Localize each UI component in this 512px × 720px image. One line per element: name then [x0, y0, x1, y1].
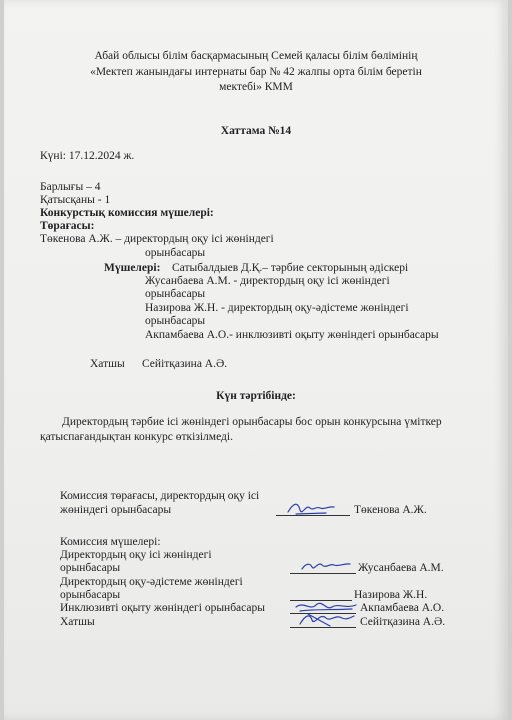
chair-signature-name: Төкенова А.Ж.: [354, 504, 427, 516]
sign-row-1-role-line-2: орынбасары: [60, 562, 121, 574]
chair-role-line-2: жөніндегі орынбасары: [60, 504, 172, 516]
chair-line-2: орынбасары: [145, 247, 206, 259]
chair-line-1: Төкенова А.Ж. – директордың оқу ісі жөніндегі: [40, 233, 274, 245]
member-4-line-1: Акпамбаева А.О.- инклюзивті оқыту жөніндегі орынбасары: [145, 329, 439, 341]
header-line-3: мектебі» КММ: [219, 81, 293, 93]
secretary-label: Хатшы: [90, 358, 125, 370]
commission-heading: Конкурстық комиссия мүшелері:: [40, 207, 214, 219]
member-3-line-2: орынбасары: [145, 315, 206, 327]
sign-row-1-role-line-1: Директордың оқу ісі жөніндегі: [60, 549, 212, 561]
members-signature-heading: Комиссия мүшелері:: [60, 536, 161, 548]
members-label: Мүшелері:: [104, 262, 161, 274]
header-line-2: «Мектеп жанындағы интернаты бар № 42 жалпы орта білім беретін: [90, 66, 422, 78]
member-1-line-1: Сатыбалдыев Д.Қ.– тәрбие секторының әдіскері: [172, 262, 409, 274]
chair-role-line-1: Комиссия төрағасы, директордың оқу ісі: [60, 490, 260, 502]
chair-signature-icon: [286, 498, 336, 518]
sign-row-3-role-line-1: Инклюзивті оқыту жөніндегі орынбасары: [60, 602, 265, 614]
present-count: Қатысқаны - 1: [40, 194, 111, 206]
sign-row-2-role-line-2: орынбасары: [60, 589, 121, 601]
secretary-name: Сейітқазина А.Ә.: [142, 358, 228, 370]
total-count: Барлығы – 4: [40, 181, 101, 193]
meeting-date: Күні: 17.12.2024 ж.: [40, 150, 135, 162]
agenda-heading: Күн тәртібінде:: [216, 390, 296, 402]
member-2-line-2: орынбасары: [145, 288, 206, 300]
sign-row-3-name: Акпамбаева А.О.: [360, 602, 445, 614]
member-2-line-1: Жусанбаева А.М. - директордың оқу ісі жөніндегі: [145, 275, 390, 287]
chair-label: Төрағасы:: [40, 220, 95, 232]
sign-row-4-signature-icon: [296, 608, 356, 630]
document-title: Хаттама №14: [220, 125, 292, 137]
document-page: [4, 0, 508, 720]
header-line-1: Абай облысы білім басқармасының Семей қаласы білім бөлімінің: [94, 50, 418, 62]
agenda-text-line-1: Директордың тәрбие ісі жөніндегі орынбасары бос орын конкурсына үміткер: [62, 416, 442, 428]
sign-row-2-role-line-1: Директордың оқу-әдістеме жөніндегі: [60, 576, 243, 588]
member-3-line-1: Назирова Ж.Н. - директордың оқу-әдістеме жөніндегі: [145, 302, 409, 314]
sign-row-4-role-line-1: Хатшы: [60, 616, 95, 628]
sign-row-2-name: Назирова Ж.Н.: [354, 589, 428, 601]
sign-row-4-name: Сейітқазина А.Ә.: [360, 616, 446, 628]
sign-row-1-signature-icon: [300, 557, 352, 575]
sign-row-1-name: Жусанбаева А.М.: [358, 562, 444, 574]
agenda-text-line-2: қатыспағандықтан конкурс өткізілмеді.: [40, 431, 233, 443]
